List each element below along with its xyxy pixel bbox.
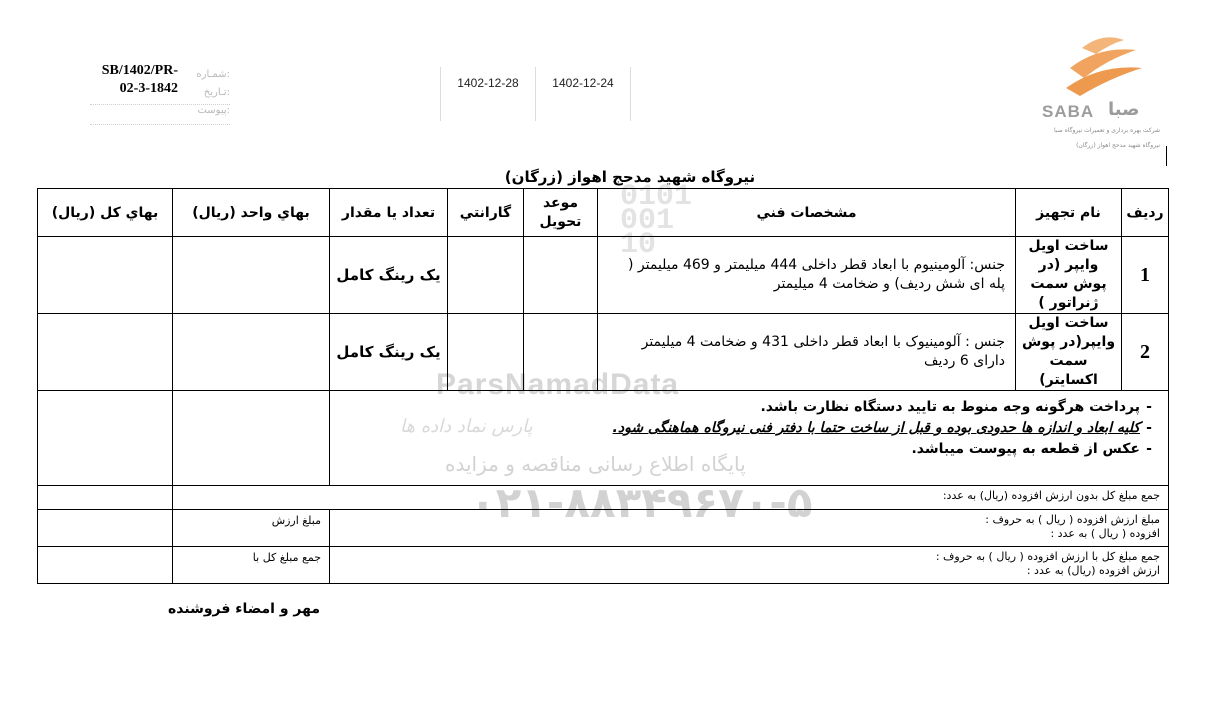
header-radif: رديف	[1122, 189, 1169, 237]
quantity: یک رینگ کامل	[330, 314, 448, 391]
notes-cell	[330, 391, 1169, 486]
number-label: شمـاره:	[196, 69, 230, 80]
equipment-name: ساخت اویل وایپر (در پوش سمت ژنراتور )	[1016, 237, 1122, 314]
document-title: نیروگاه شهید مدحج اهواز (زرگان)	[504, 168, 756, 186]
note-text: عکس از قطعه به پیوست میباشد.	[911, 441, 1140, 457]
note-item: - پرداخت هرگونه وجه منوط به تایید دستگاه نظارت باشد.	[330, 397, 1158, 418]
vat-amount	[330, 510, 1169, 547]
table-header-row	[38, 189, 1169, 237]
notes-unit-cell	[173, 391, 330, 486]
vat-row	[38, 510, 1169, 547]
row-number: 1	[1122, 237, 1169, 314]
note-item: - عکس از قطعه به پیوست میباشد.	[330, 439, 1158, 460]
deadline-date: 1402-12-28	[457, 76, 519, 90]
note-item: - کلیه ابعاد و اندازه ها حدودی بوده و قبل از ساخت حتما با دفتر فنی نیروگاه هماهنگی شود.	[330, 418, 1158, 439]
header-divider	[90, 104, 230, 105]
header-guarantee: گارانتي	[448, 189, 524, 237]
unit-price-cell	[173, 314, 330, 391]
guarantee-cell	[448, 237, 524, 314]
grand-total-left	[173, 547, 330, 584]
document-number: SB/1402/PR-02-3-1842	[101, 63, 178, 96]
watermark-pattern: 0101 001 10	[620, 180, 693, 262]
total-price-cell	[38, 314, 173, 391]
notes-total-cell	[38, 391, 173, 486]
total-price-cell	[38, 237, 173, 314]
delivery-cell	[524, 314, 598, 391]
header-labels	[186, 66, 230, 120]
vat-left-label: مبلغ ارزش	[271, 514, 321, 527]
issue-date: 1402-12-24	[535, 67, 630, 121]
attachment-label: پیوست:	[197, 105, 230, 116]
dates-box	[440, 67, 631, 121]
divider	[1166, 146, 1167, 166]
date-label: تـاریخ:	[203, 87, 230, 98]
vat-left	[173, 510, 330, 547]
vat-empty-cell	[38, 510, 173, 547]
watermark-phone: ۰۲۱-۸۸۳۴۹۶۷۰-۵	[470, 478, 813, 527]
total-without-vat: جمع مبلغ كل بدون ارزش افزوده (ريال) به عدد:	[173, 486, 1169, 510]
technical-spec: جنس : آلومینیوک با ابعاد قطر داخلی 431 و ضخامت 4 میلیمتر دارای 6 ردیف	[598, 314, 1016, 391]
grand-total-number: ارزش افزوده (ريال) به عدد :	[1026, 564, 1160, 577]
grand-total-words: جمع مبلغ كل با ارزش افزوده ( ريال ) به حروف :	[935, 550, 1160, 563]
grand-total	[330, 547, 1169, 584]
quantity: یک رینگ کامل	[330, 237, 448, 314]
technical-spec: جنس: آلومینیوم با ابعاد قطر داخلی 444 میلیمتر و 469 میلیمتر ( پله ای شش ردیف) و ضخامت 4 میلیمتر	[598, 237, 1016, 314]
note-text: پرداخت هرگونه وجه منوط به تایید دستگاه نظارت باشد.	[760, 399, 1140, 415]
delivery-cell	[524, 237, 598, 314]
watermark-line2: پایگاه اطلاع رسانی مناقصه و مزایده	[445, 452, 746, 476]
watermark-site: ParsNamadData	[436, 368, 680, 401]
header-total-price: بهاي كل (ريال)	[38, 189, 173, 237]
note-text: کلیه ابعاد و اندازه ها حدودی بوده و قبل از ساخت حتما با دفتر فنی نیروگاه هماهنگی شود.	[612, 420, 1140, 436]
guarantee-cell	[448, 314, 524, 391]
table-row	[38, 314, 1169, 391]
equipment-name: ساخت اویل وایپر(در پوش سمت اکسایتر)	[1016, 314, 1122, 391]
sum-empty-cell	[38, 486, 173, 510]
header-unit-price: بهاي واحد (ريال)	[173, 189, 330, 237]
header-divider	[90, 124, 230, 125]
logo-plant: نیروگاه شهید مدحج اهواز (زرگان)	[1076, 142, 1160, 149]
logo-subtitle: شرکت بهره برداری و تعمیرات نیروگاه صبا	[1054, 127, 1160, 134]
header-delivery: موعد تحويل	[524, 189, 598, 237]
items-table	[37, 188, 1169, 584]
logo-latin: SABA	[1042, 102, 1095, 121]
header-spec: مشخصات فني	[598, 189, 1016, 237]
grand-total-row	[38, 547, 1169, 584]
sum-row	[38, 486, 1169, 510]
watermark-line1: پارس نماد داده ها	[400, 416, 533, 437]
logo-persian: صبا	[1108, 99, 1140, 120]
notes-row	[38, 391, 1169, 486]
seller-signature: مهر و امضاء فروشنده	[168, 601, 321, 617]
header-name: نام تجهيز	[1016, 189, 1122, 237]
header-qty: تعداد يا مقدار	[330, 189, 448, 237]
unit-price-cell	[173, 237, 330, 314]
vat-number: افزوده ( ريال ) به عدد :	[1050, 527, 1160, 540]
table-row	[38, 237, 1169, 314]
vat-words: مبلغ ارزش افزوده ( ريال ) به حروف :	[985, 513, 1160, 526]
row-number: 2	[1122, 314, 1169, 391]
grand-total-empty-cell	[38, 547, 173, 584]
grand-total-left-label: جمع مبلغ كل با	[252, 551, 321, 564]
